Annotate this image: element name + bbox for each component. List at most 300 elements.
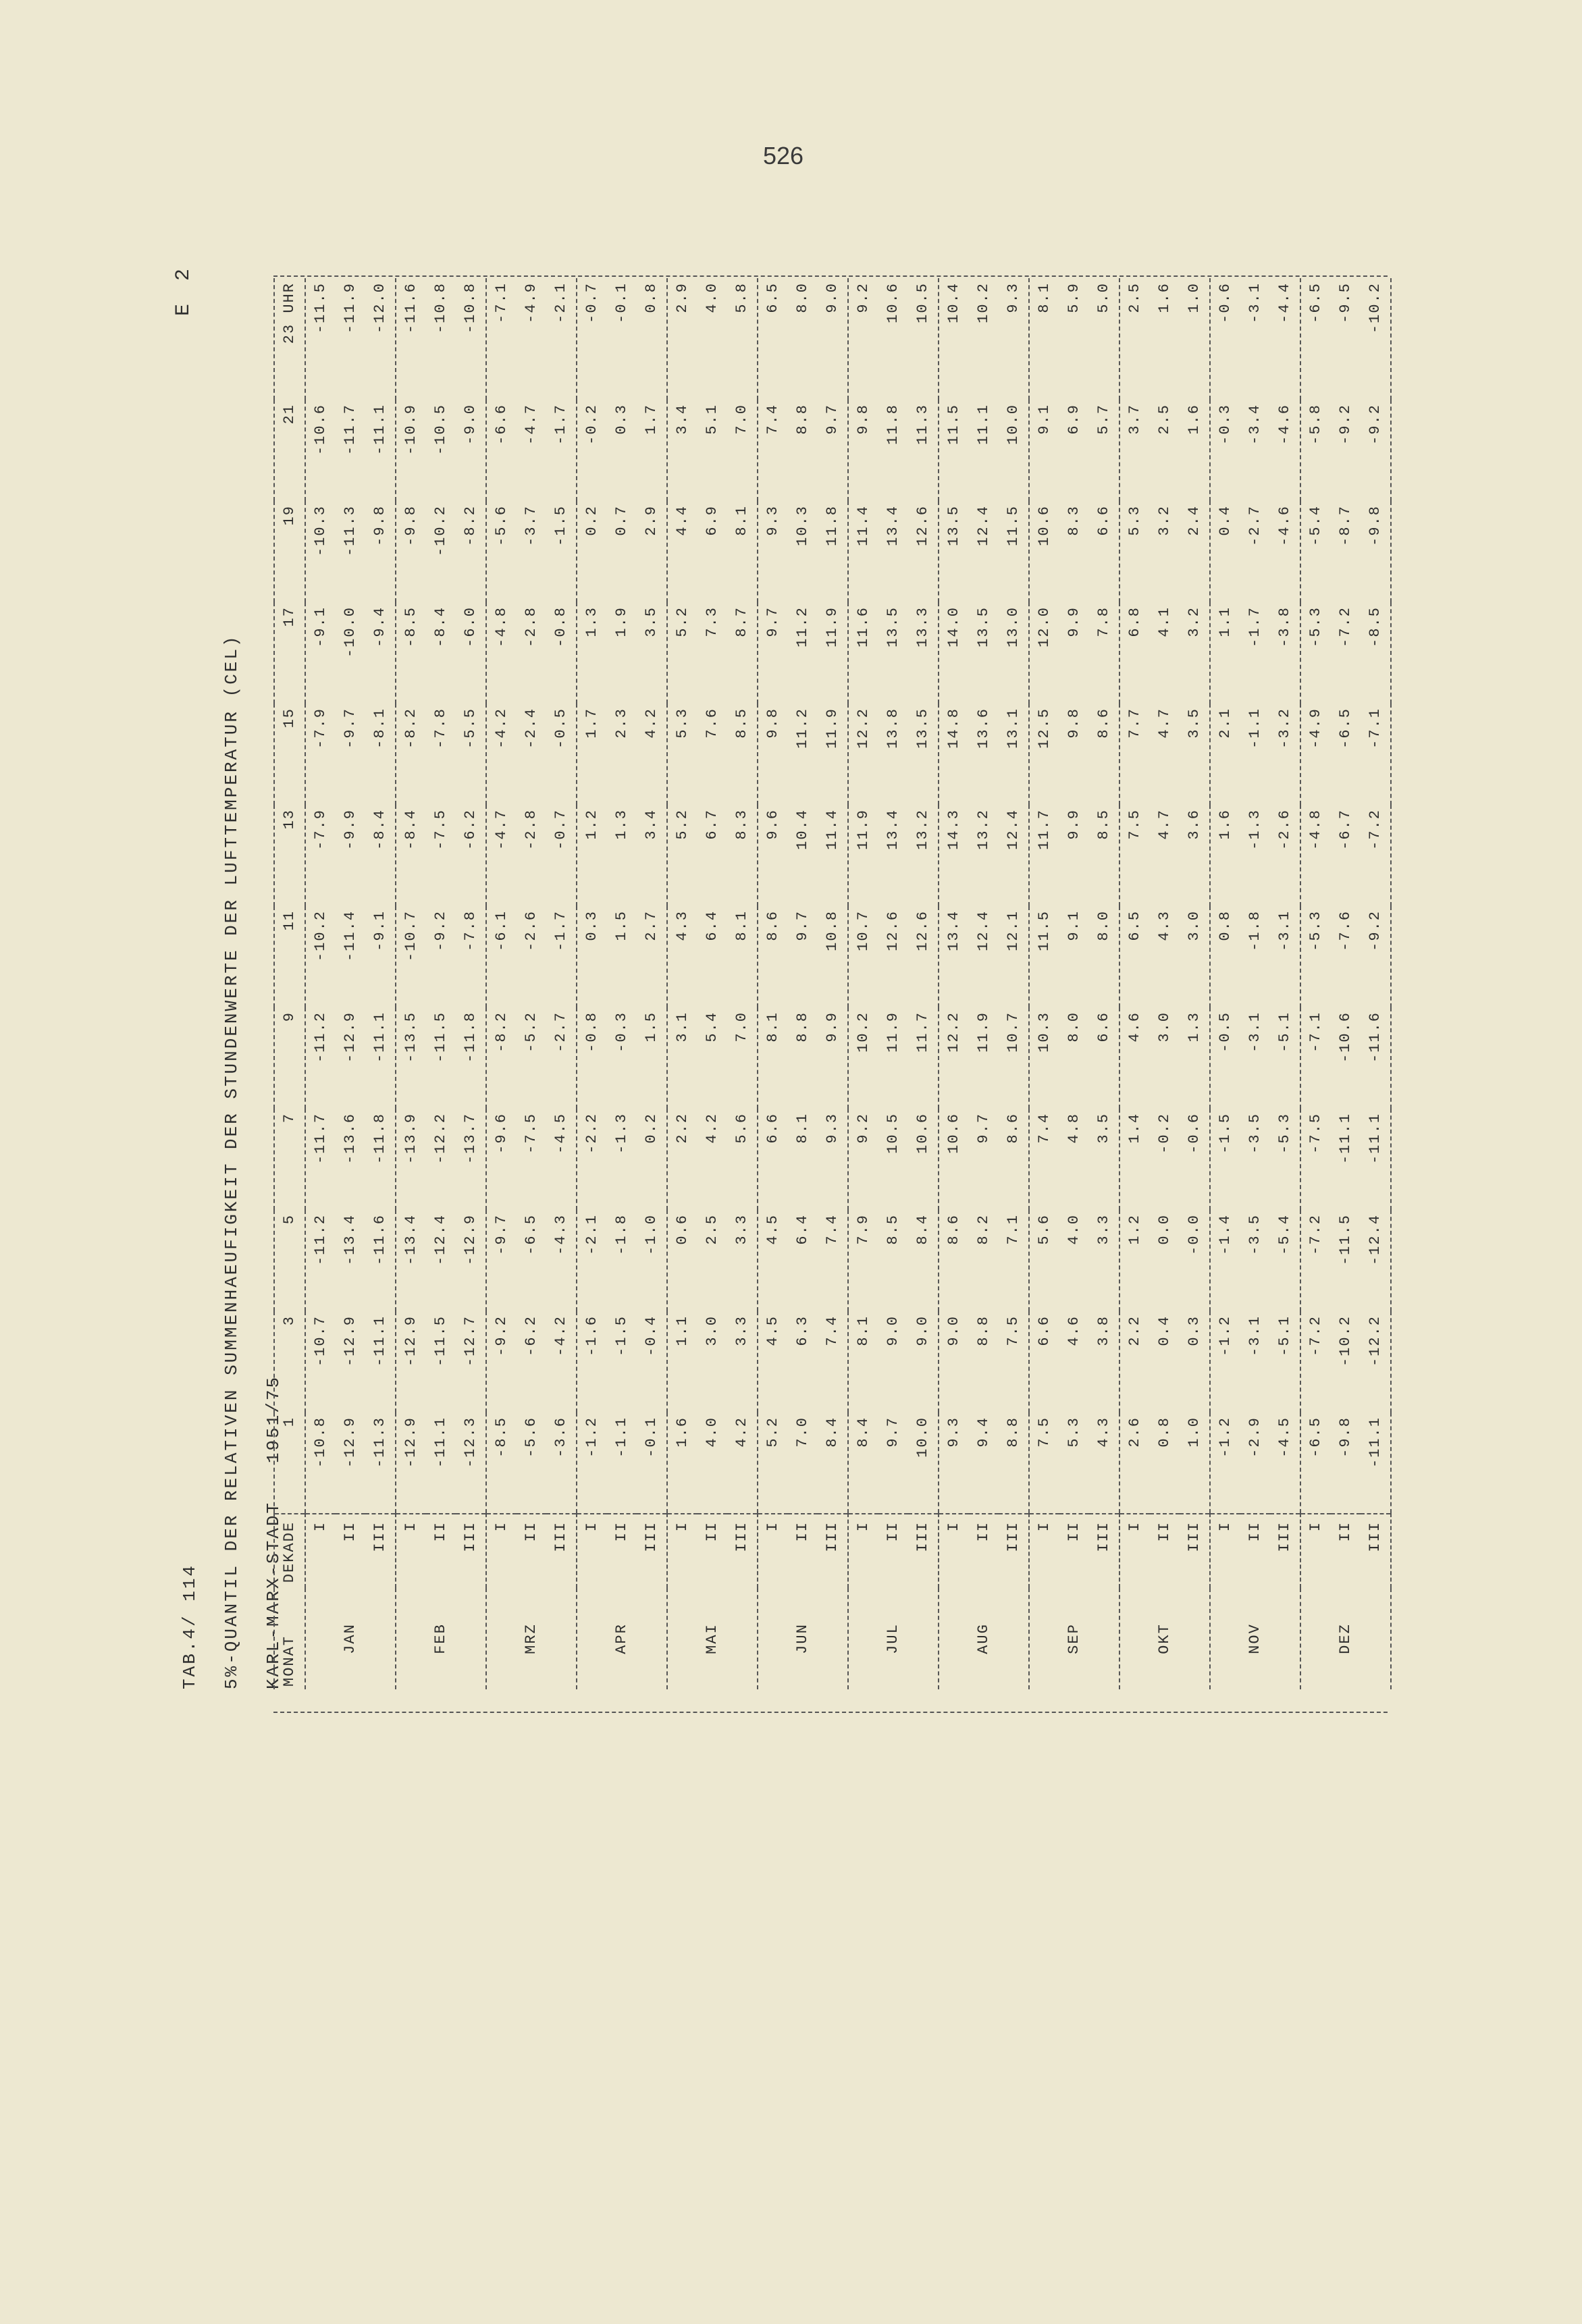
month-cell: DEZ [1337, 1623, 1354, 1654]
value-cell: -1.5 [613, 1315, 630, 1356]
value-cell: -11.9 [342, 282, 359, 334]
value-cell: 14.3 [945, 809, 962, 850]
value-cell: 3.5 [1180, 704, 1210, 805]
dekade-cell: I [312, 1521, 329, 1532]
value-cell: -11.8 [456, 1007, 486, 1109]
dekade-cell: III [456, 1514, 486, 1588]
dekade-cell: I [493, 1521, 510, 1532]
value-cell: 9.1 [1036, 404, 1053, 435]
value-cell: 4.7 [1156, 708, 1173, 739]
table-row [1331, 278, 1361, 1689]
value-cell: -0.4 [637, 1311, 667, 1412]
value-cell: 0.0 [1156, 1214, 1173, 1245]
value-cell: -0.3 [613, 1011, 630, 1053]
value-cell: 11.9 [975, 1011, 992, 1053]
table-row [999, 278, 1029, 1689]
value-cell: -0.7 [546, 805, 577, 906]
value-cell: -6.5 [523, 1214, 539, 1255]
value-cell: -11.5 [432, 1315, 449, 1367]
dekade-cell: I [1307, 1521, 1324, 1532]
table-row [758, 278, 788, 1689]
dekade-cell: II [1337, 1521, 1354, 1542]
value-cell: 12.6 [908, 906, 939, 1007]
value-cell: 7.7 [1126, 708, 1143, 739]
value-cell: 9.8 [1065, 708, 1082, 739]
dekade-cell: III [908, 1514, 939, 1588]
value-cell: -10.7 [312, 1315, 329, 1367]
value-cell: 7.8 [1089, 602, 1119, 704]
value-cell: -11.2 [312, 1214, 329, 1266]
value-cell: 9.9 [1065, 606, 1082, 637]
value-cell: 1.3 [1180, 1007, 1210, 1109]
value-cell: 6.6 [764, 1113, 781, 1144]
table-row [486, 278, 517, 1689]
col-header-hour: 5 [274, 1210, 305, 1311]
value-cell: 9.3 [764, 505, 781, 536]
value-cell: -3.2 [1270, 704, 1300, 805]
month-cell [727, 1588, 758, 1689]
value-cell: 5.2 [674, 606, 691, 637]
value-cell: 6.7 [704, 809, 720, 840]
value-cell: 7.0 [788, 1412, 818, 1514]
value-cell: 4.3 [1156, 910, 1173, 941]
value-cell: 4.1 [1156, 606, 1173, 637]
value-cell: 13.2 [975, 809, 992, 850]
value-cell: 6.5 [1126, 910, 1143, 941]
value-cell: 10.6 [908, 1109, 939, 1210]
value-cell: -10.2 [1361, 278, 1391, 400]
value-cell: -5.3 [1270, 1109, 1300, 1210]
value-cell: 11.8 [885, 404, 901, 445]
value-cell: 10.0 [908, 1412, 939, 1514]
value-cell: 2.5 [1126, 282, 1143, 313]
value-cell: 5.8 [727, 278, 758, 400]
month-cell: MRZ [523, 1623, 539, 1654]
value-cell: -9.2 [493, 1315, 510, 1356]
value-cell: -7.5 [523, 1113, 539, 1154]
value-cell: -1.1 [607, 1412, 637, 1514]
value-cell: -3.4 [1246, 404, 1263, 445]
value-cell: 6.6 [1036, 1315, 1053, 1346]
table-row [1240, 278, 1270, 1689]
value-cell: 12.4 [999, 805, 1029, 906]
value-cell: -12.9 [396, 1412, 426, 1514]
value-cell: -10.8 [305, 1412, 336, 1514]
value-cell: 1.0 [1180, 1412, 1210, 1514]
dekade-cell: III [546, 1514, 577, 1588]
value-cell: -4.4 [1270, 278, 1300, 400]
value-cell: -11.5 [1337, 1214, 1354, 1266]
dekade-cell: II [1156, 1521, 1173, 1542]
value-cell: -12.9 [402, 1315, 419, 1367]
value-cell: 8.6 [945, 1214, 962, 1245]
value-cell: -11.1 [1361, 1109, 1391, 1210]
value-cell: 13.1 [999, 704, 1029, 805]
value-cell: 9.0 [945, 1315, 962, 1346]
value-cell: -1.0 [637, 1210, 667, 1311]
value-cell: -9.1 [365, 906, 396, 1007]
month-cell [1210, 1588, 1240, 1689]
value-cell: -9.7 [342, 708, 359, 749]
value-cell: -2.6 [1270, 805, 1300, 906]
table-row [939, 278, 969, 1689]
value-cell: -11.6 [1361, 1007, 1391, 1109]
table-row [577, 278, 607, 1689]
value-cell: -8.2 [456, 501, 486, 602]
value-cell: 2.5 [704, 1214, 720, 1245]
table-row [1029, 278, 1059, 1689]
value-cell: -10.3 [312, 505, 329, 557]
value-cell: 4.8 [1065, 1113, 1082, 1144]
table-row [1119, 278, 1150, 1689]
value-cell: 8.1 [1036, 282, 1053, 313]
value-cell: 9.0 [908, 1311, 939, 1412]
month-cell [939, 1588, 969, 1689]
value-cell: 8.5 [727, 704, 758, 805]
value-cell: -6.0 [456, 602, 486, 704]
value-cell: -13.4 [342, 1214, 359, 1266]
dekade-cell: II [794, 1521, 811, 1542]
value-cell: -5.4 [1307, 505, 1324, 546]
value-cell: 4.3 [1089, 1412, 1119, 1514]
value-cell: -1.5 [546, 501, 577, 602]
month-cell [637, 1588, 667, 1689]
value-cell: 12.4 [975, 505, 992, 546]
col-header-hour: 3 [274, 1311, 305, 1412]
value-cell: -4.6 [1270, 501, 1300, 602]
dekade-cell: II [975, 1521, 992, 1542]
value-cell: 9.3 [818, 1109, 848, 1210]
dekade-cell: I [402, 1521, 419, 1532]
value-cell: 8.0 [1065, 1011, 1082, 1042]
dekade-cell: III [1270, 1514, 1300, 1588]
table-row [848, 278, 878, 1689]
value-cell: 2.1 [1217, 708, 1234, 739]
value-cell: 0.8 [637, 278, 667, 400]
value-cell: -9.8 [365, 501, 396, 602]
value-cell: 6.3 [794, 1315, 811, 1346]
value-cell: 8.3 [727, 805, 758, 906]
value-cell: -10.6 [312, 404, 329, 456]
month-cell [848, 1588, 878, 1689]
value-cell: 9.3 [939, 1412, 969, 1514]
value-cell: -7.2 [1361, 805, 1391, 906]
value-cell: -1.2 [577, 1412, 607, 1514]
month-cell [758, 1588, 788, 1689]
table-row [305, 278, 336, 1689]
value-cell: 11.4 [818, 805, 848, 906]
value-cell: 8.8 [794, 404, 811, 435]
value-cell: -0.8 [583, 1011, 600, 1053]
value-cell: -11.1 [1361, 1412, 1391, 1514]
value-cell: 8.6 [1089, 704, 1119, 805]
value-cell: 11.4 [855, 505, 872, 546]
col-header-hour: 1 [274, 1412, 305, 1514]
value-cell: -7.1 [1361, 704, 1391, 805]
value-cell: 1.2 [583, 809, 600, 840]
col-header-hour: 23 UHR [274, 278, 305, 400]
table-row [365, 278, 396, 1689]
month-cell: SEP [1065, 1623, 1082, 1654]
value-cell: -0.2 [583, 404, 600, 445]
value-cell: -3.8 [1270, 602, 1300, 704]
table-id: TAB.4/ 114 [180, 1563, 200, 1689]
value-cell: -0.2 [1156, 1113, 1173, 1154]
value-cell: 11.5 [999, 501, 1029, 602]
value-cell: 10.5 [885, 1113, 901, 1154]
value-cell: -5.2 [523, 1011, 539, 1053]
dekade-cell: I [764, 1521, 781, 1532]
value-cell: -11.5 [312, 282, 329, 334]
value-cell: -0.8 [546, 602, 577, 704]
value-cell: 0.8 [1150, 1412, 1180, 1514]
dekade-cell: III [1089, 1514, 1119, 1588]
value-cell: -9.8 [402, 505, 419, 546]
month-cell: FEB [432, 1623, 449, 1654]
value-cell: -1.3 [1246, 809, 1263, 850]
value-cell: -4.8 [493, 606, 510, 648]
value-cell: -2.7 [1246, 505, 1263, 546]
value-cell: 13.5 [975, 606, 992, 648]
value-cell: -4.2 [546, 1311, 577, 1412]
month-cell: JUL [885, 1623, 901, 1654]
value-cell: 7.4 [1036, 1113, 1053, 1144]
table-row [818, 278, 848, 1689]
dekade-cell: II [704, 1521, 720, 1542]
month-cell: NOV [1246, 1623, 1263, 1654]
value-cell: 5.6 [1036, 1214, 1053, 1245]
value-cell: 7.4 [764, 404, 781, 435]
value-cell: -11.5 [432, 1011, 449, 1063]
dekade-cell: III [637, 1514, 667, 1588]
value-cell: -12.0 [365, 278, 396, 400]
month-cell: OKT [1156, 1623, 1173, 1654]
month-cell [999, 1588, 1029, 1689]
value-cell: 4.4 [674, 505, 691, 536]
value-cell: 6.8 [1126, 606, 1143, 637]
value-cell: -10.0 [342, 606, 359, 658]
value-cell: 7.4 [818, 1311, 848, 1412]
value-cell: 2.2 [674, 1113, 691, 1144]
value-cell: -10.7 [402, 910, 419, 962]
value-cell: 2.3 [613, 708, 630, 739]
value-cell: 8.7 [727, 602, 758, 704]
value-cell: 4.0 [697, 1412, 727, 1514]
value-cell: -3.1 [1246, 1011, 1263, 1053]
value-cell: -11.1 [1337, 1113, 1354, 1165]
value-cell: 8.1 [727, 906, 758, 1007]
value-cell: 10.6 [945, 1113, 962, 1154]
value-cell: -1.8 [613, 1214, 630, 1255]
value-cell: -7.2 [1307, 1315, 1324, 1356]
value-cell: -0.6 [1217, 282, 1234, 323]
value-cell: 7.5 [1029, 1412, 1059, 1514]
value-cell: 13.4 [885, 809, 901, 850]
value-cell: 5.3 [1126, 505, 1143, 536]
value-cell: 12.2 [855, 708, 872, 749]
value-cell: -4.8 [1307, 809, 1324, 850]
value-cell: 5.3 [674, 708, 691, 739]
value-cell: -11.3 [342, 505, 359, 557]
value-cell: 8.3 [1065, 505, 1082, 536]
value-cell: 2.2 [1126, 1315, 1143, 1346]
value-cell: 3.3 [1089, 1210, 1119, 1311]
value-cell: -8.2 [402, 708, 419, 749]
value-cell: 6.4 [794, 1214, 811, 1245]
value-cell: 3.6 [1180, 805, 1210, 906]
value-cell: -4.7 [493, 809, 510, 850]
value-cell: 1.6 [1156, 282, 1173, 313]
value-cell: 12.5 [1036, 708, 1053, 749]
value-cell: -10.8 [432, 282, 449, 334]
value-cell: 8.0 [1089, 906, 1119, 1007]
value-cell: -0.1 [613, 282, 630, 323]
dekade-cell: I [855, 1521, 872, 1532]
value-cell: 1.6 [1217, 809, 1234, 840]
value-cell: 8.1 [794, 1113, 811, 1144]
value-cell: 10.6 [1036, 505, 1053, 546]
value-cell: -1.8 [1246, 910, 1263, 951]
value-cell: -11.7 [342, 404, 359, 456]
value-cell: -2.8 [523, 606, 539, 648]
value-cell: 8.4 [848, 1412, 878, 1514]
value-cell: 10.5 [908, 278, 939, 400]
value-cell: 0.4 [1217, 505, 1234, 536]
table-row [336, 278, 365, 1689]
col-header-hour: 13 [274, 805, 305, 906]
value-cell: 10.4 [945, 282, 962, 323]
sheet-code: E 2 [172, 263, 195, 317]
value-cell: 1.1 [674, 1315, 691, 1346]
value-cell: 11.5 [945, 404, 962, 445]
value-cell: 9.2 [855, 282, 872, 313]
value-cell: -10.2 [1337, 1315, 1354, 1367]
value-cell: 11.9 [885, 1011, 901, 1053]
month-cell: AUG [975, 1623, 992, 1654]
value-cell: 9.6 [764, 809, 781, 840]
col-header-hour: 19 [274, 501, 305, 602]
value-cell: -7.1 [493, 282, 510, 323]
value-cell: 11.1 [975, 404, 992, 445]
value-cell: 13.4 [945, 910, 962, 951]
value-cell: 10.3 [794, 505, 811, 546]
value-cell: 11.3 [908, 400, 939, 501]
value-cell: -11.4 [342, 910, 359, 962]
dekade-cell: III [727, 1514, 758, 1588]
value-cell: -13.9 [402, 1113, 419, 1165]
value-cell: -11.1 [365, 1007, 396, 1109]
value-cell: -5.6 [493, 505, 510, 546]
value-cell: 8.2 [975, 1214, 992, 1245]
value-cell: 4.2 [727, 1412, 758, 1514]
value-cell: -7.9 [312, 809, 329, 850]
value-cell: 12.1 [999, 906, 1029, 1007]
month-cell: APR [613, 1623, 630, 1654]
value-cell: -2.4 [523, 708, 539, 749]
value-cell: 9.1 [1065, 910, 1082, 941]
value-cell: -9.1 [312, 606, 329, 648]
table-row [1300, 278, 1331, 1689]
value-cell: 6.5 [764, 282, 781, 313]
value-cell: -8.4 [365, 805, 396, 906]
month-cell [1180, 1588, 1210, 1689]
month-cell: JAN [342, 1623, 359, 1654]
value-cell: -6.1 [493, 910, 510, 951]
value-cell: 10.6 [885, 282, 901, 323]
month-cell [1270, 1588, 1300, 1689]
col-header-hour: 7 [274, 1109, 305, 1210]
value-cell: -9.0 [456, 400, 486, 501]
value-cell: -8.4 [402, 809, 419, 850]
value-cell: 11.2 [794, 606, 811, 648]
value-cell: -12.2 [432, 1113, 449, 1165]
value-cell: 5.1 [704, 404, 720, 435]
dekade-cell: II [1246, 1521, 1263, 1542]
value-cell: 13.5 [908, 704, 939, 805]
table-row [1059, 278, 1089, 1689]
month-cell [1361, 1588, 1391, 1689]
value-cell: 8.5 [1089, 805, 1119, 906]
value-cell: 11.7 [1036, 809, 1053, 850]
value-cell: 9.0 [818, 278, 848, 400]
table-row [878, 278, 908, 1689]
value-cell: -4.2 [493, 708, 510, 749]
value-cell: -11.2 [312, 1011, 329, 1063]
value-cell: 12.6 [885, 910, 901, 951]
value-cell: 10.8 [818, 906, 848, 1007]
value-cell: 8.8 [975, 1315, 992, 1346]
value-cell: 4.3 [674, 910, 691, 941]
value-cell: 4.2 [637, 704, 667, 805]
value-cell: -6.2 [456, 805, 486, 906]
value-cell: 9.7 [878, 1412, 908, 1514]
value-cell: -4.6 [1270, 400, 1300, 501]
value-cell: -5.3 [1307, 606, 1324, 648]
value-cell: 7.0 [727, 400, 758, 501]
value-cell: 8.1 [855, 1315, 872, 1346]
table-row [1089, 278, 1119, 1689]
month-cell [908, 1588, 939, 1689]
value-cell: 7.4 [818, 1210, 848, 1311]
table-row [667, 278, 697, 1689]
table-row [396, 278, 426, 1689]
value-cell: 5.2 [674, 809, 691, 840]
value-cell: -6.5 [1337, 708, 1354, 749]
value-cell: 8.4 [818, 1412, 848, 1514]
value-cell: 1.6 [1180, 400, 1210, 501]
value-cell: 10.2 [855, 1011, 872, 1053]
value-cell: 3.8 [1089, 1311, 1119, 1412]
col-header-monat: MONAT [274, 1588, 305, 1689]
value-cell: -3.5 [1246, 1113, 1263, 1154]
value-cell: -11.6 [402, 282, 419, 334]
value-cell: 4.0 [1065, 1214, 1082, 1245]
value-cell: 11.7 [908, 1007, 939, 1109]
table-row [727, 278, 758, 1689]
value-cell: -12.3 [456, 1412, 486, 1514]
value-cell: -1.7 [546, 906, 577, 1007]
value-cell: 6.9 [1065, 404, 1082, 435]
value-cell: 7.6 [704, 708, 720, 739]
value-cell: -9.6 [493, 1113, 510, 1154]
value-cell: -12.7 [456, 1311, 486, 1412]
table-right-border [273, 274, 1388, 277]
value-cell: 11.5 [1036, 910, 1053, 951]
value-cell: 9.7 [794, 910, 811, 941]
value-cell: 0.3 [1180, 1311, 1210, 1412]
value-cell: 5.3 [1059, 1412, 1089, 1514]
value-cell: -1.7 [546, 400, 577, 501]
